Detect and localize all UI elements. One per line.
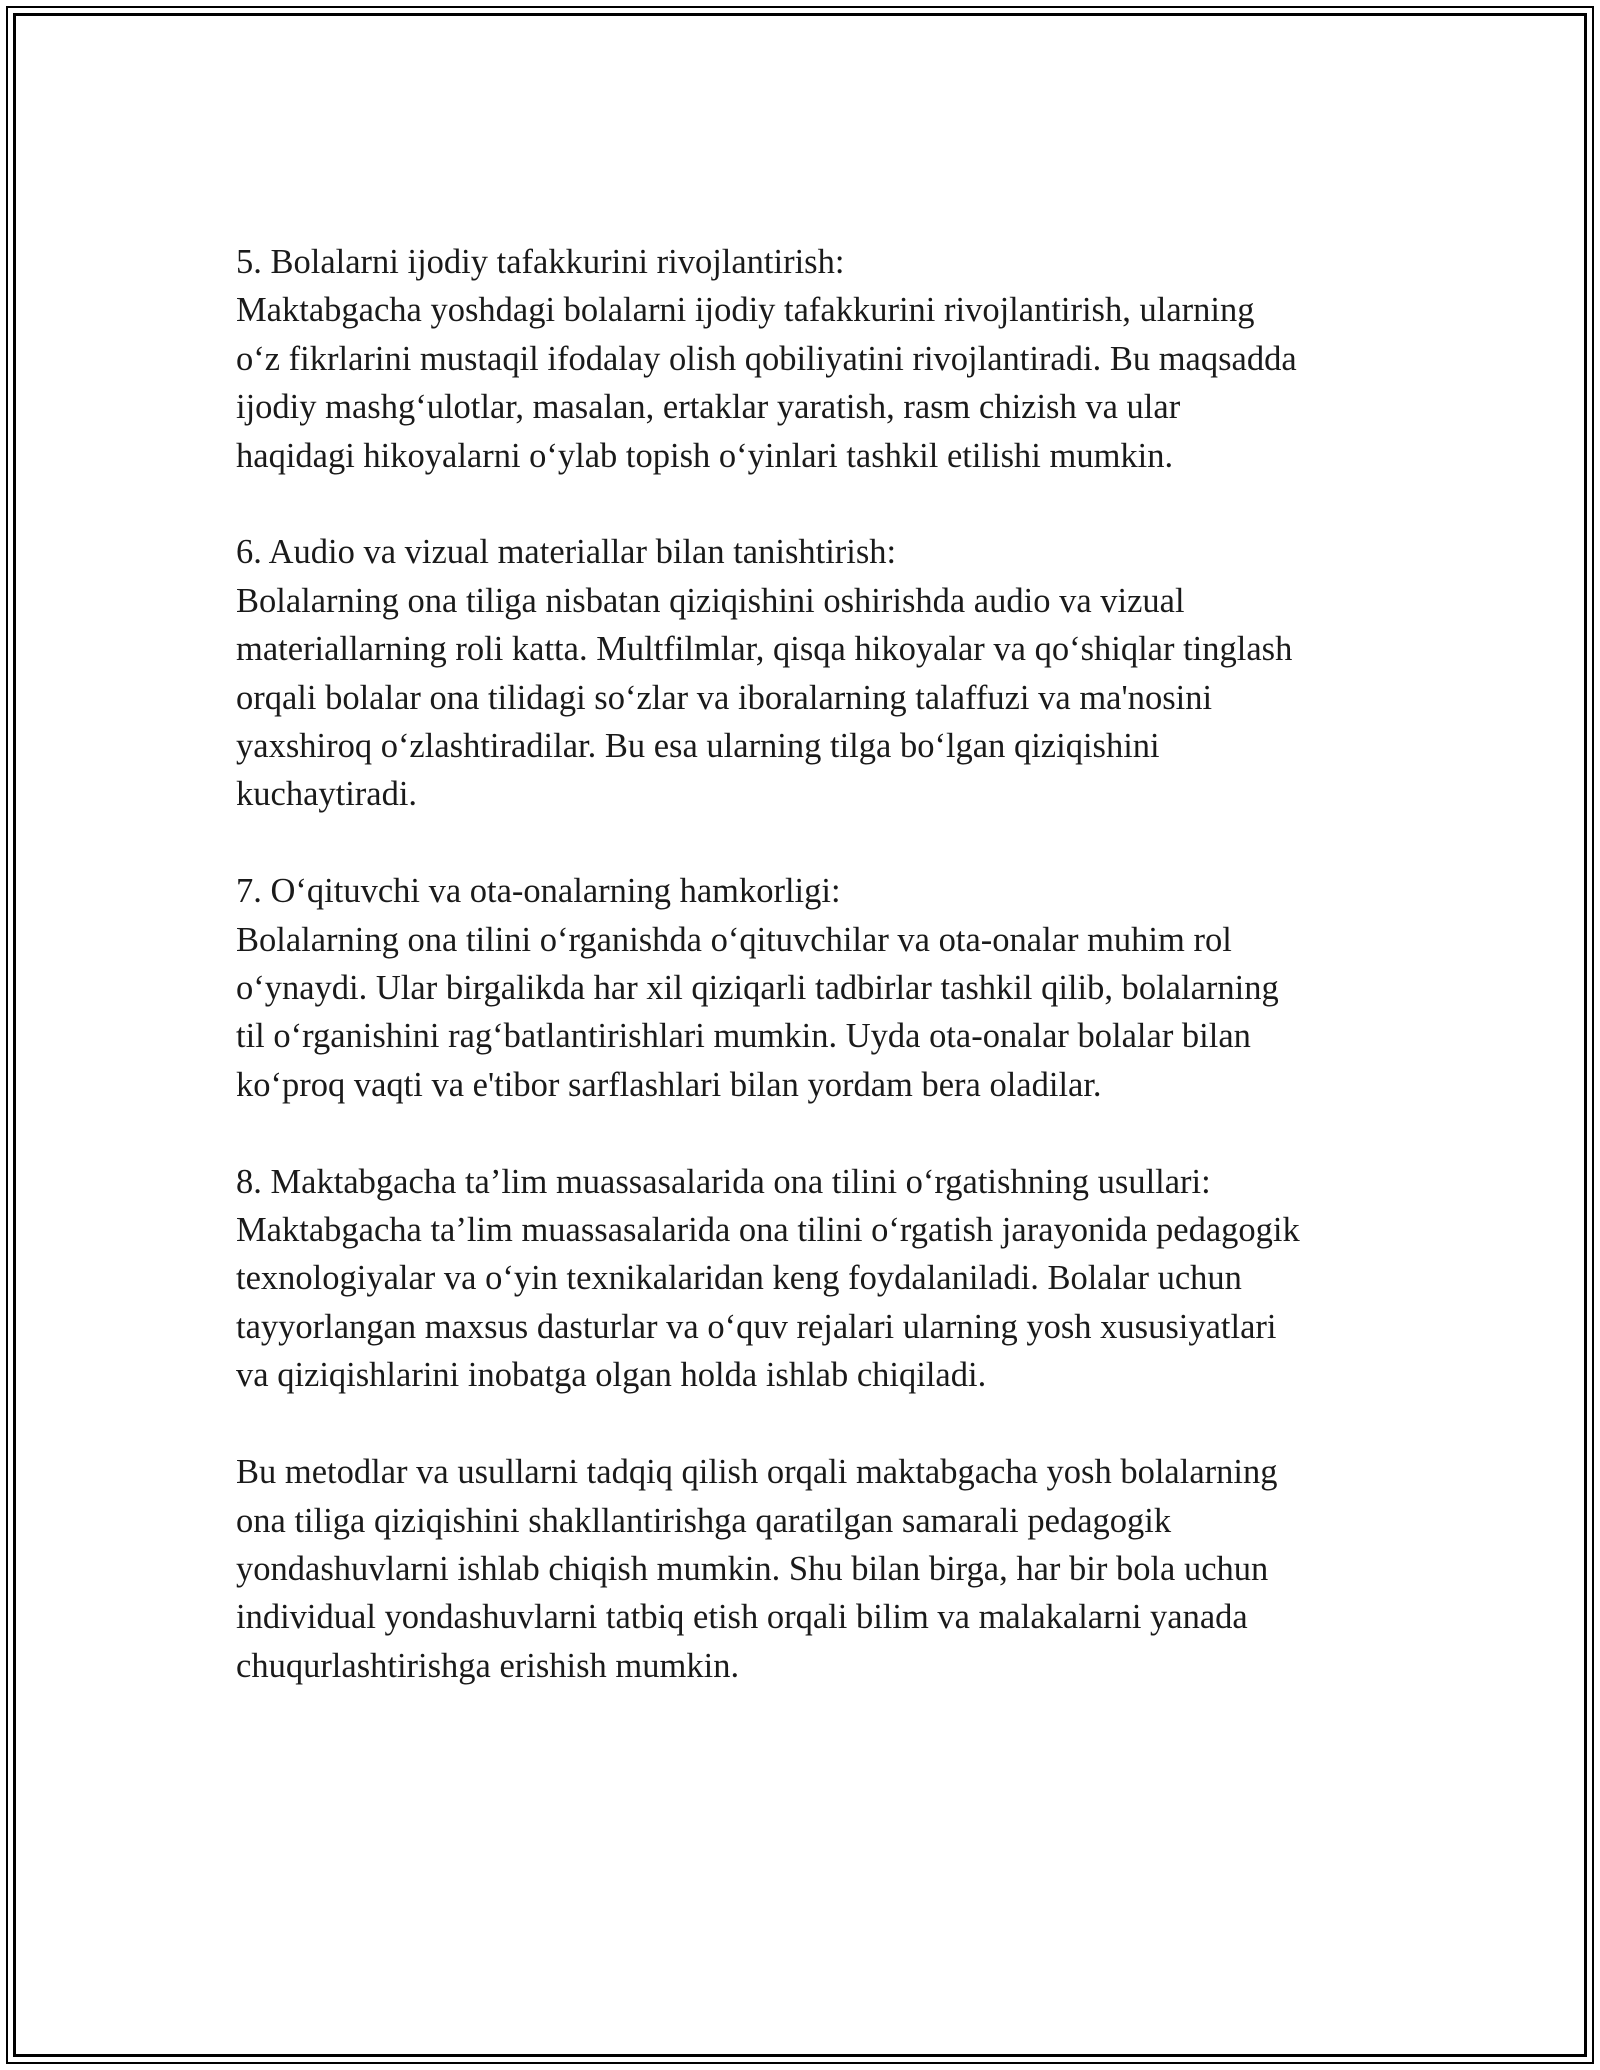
conclusion-paragraph — [236, 1448, 1386, 1690]
text-line: Bu metodlar va usullarni tadqiq qilish orqali maktabgacha yosh bolalarning — [236, 1453, 1278, 1492]
text-line: texnologiyalar va o‘yin texnikalaridan keng foydalaniladi. Bolalar uchun — [236, 1259, 1242, 1298]
text-line: Bolalarning ona tiliga nisbatan qiziqishini oshirishda audio va vizual — [236, 581, 1185, 620]
section-6 — [236, 528, 1386, 818]
text-line: Maktabgacha ta’lim muassasalarida ona tilini o‘rgatish jarayonida pedagogik — [236, 1211, 1300, 1250]
text-line: kuchaytiradi. — [236, 775, 418, 814]
section-heading: 7. O‘qituvchi va ota-onalarning hamkorligi: — [236, 872, 841, 911]
section-8 — [236, 1158, 1386, 1400]
section-heading: 8. Maktabgacha ta’lim muassasalarida ona tilini o‘rgatishning usullari: — [236, 1162, 1211, 1201]
text-line: tayyorlangan maxsus dasturlar va o‘quv rejalari ularning yosh xususiyatlari — [236, 1307, 1277, 1346]
text-line: yaxshiroq o‘zlashtiradilar. Bu esa ularning tilga bo‘lgan qiziqishini — [236, 727, 1160, 766]
section-heading: 6. Audio va vizual materiallar bilan tanishtirish: — [236, 533, 897, 572]
text-line: Maktabgacha yoshdagi bolalarni ijodiy tafakkurini rivojlantirish, ularning — [236, 291, 1255, 330]
text-line: o‘ynaydi. Ular birgalikda har xil qiziqarli tadbirlar tashkil qilib, bolalarning — [236, 969, 1279, 1008]
text-line: o‘z fikrlarini mustaqil ifodalay olish qobiliyatini rivojlantiradi. Bu maqsadda — [236, 339, 1297, 378]
section-heading: 5. Bolalarni ijodiy tafakkurini rivojlantirish: — [236, 243, 845, 281]
text-line: ko‘proq vaqti va e'tibor sarflashlari bilan yordam bera oladilar. — [236, 1065, 1102, 1104]
document-body — [236, 238, 1386, 1739]
text-line: ona tiliga qiziqishini shakllantirishga qaratilgan samarali pedagogik — [236, 1501, 1172, 1540]
text-line: chuqurlashtirishga erishish mumkin. — [236, 1646, 740, 1685]
section-7 — [236, 867, 1386, 1109]
text-line: individual yondashuvlarni tatbiq etish orqali bilim va malakalarni yanada — [236, 1598, 1248, 1637]
text-line: va qiziqishlarini inobatga olgan holda ishlab chiqiladi. — [236, 1356, 987, 1395]
text-line: yondashuvlarni ishlab chiqish mumkin. Shu bilan birga, har bir bola uchun — [236, 1549, 1269, 1588]
text-line: til o‘rganishini rag‘batlantirishlari mumkin. Uyda ota-onalar bolalar bilan — [236, 1017, 1251, 1056]
text-line: Bolalarning ona tilini o‘rganishda o‘qituvchilar va ota-onalar muhim rol — [236, 920, 1232, 959]
text-line: haqidagi hikoyalarni o‘ylab topish o‘yinlari tashkil etilishi mumkin. — [236, 436, 1174, 475]
section-5 — [236, 238, 1386, 480]
text-line: ijodiy mashg‘ulotlar, masalan, ertaklar yaratish, rasm chizish va ular — [236, 388, 1181, 427]
text-line: materiallarning roli katta. Multfilmlar, qisqa hikoyalar va qo‘shiqlar tinglash — [236, 630, 1293, 669]
text-line: orqali bolalar ona tilidagi so‘zlar va iboralarning talaffuzi va ma'nosini — [236, 678, 1213, 717]
